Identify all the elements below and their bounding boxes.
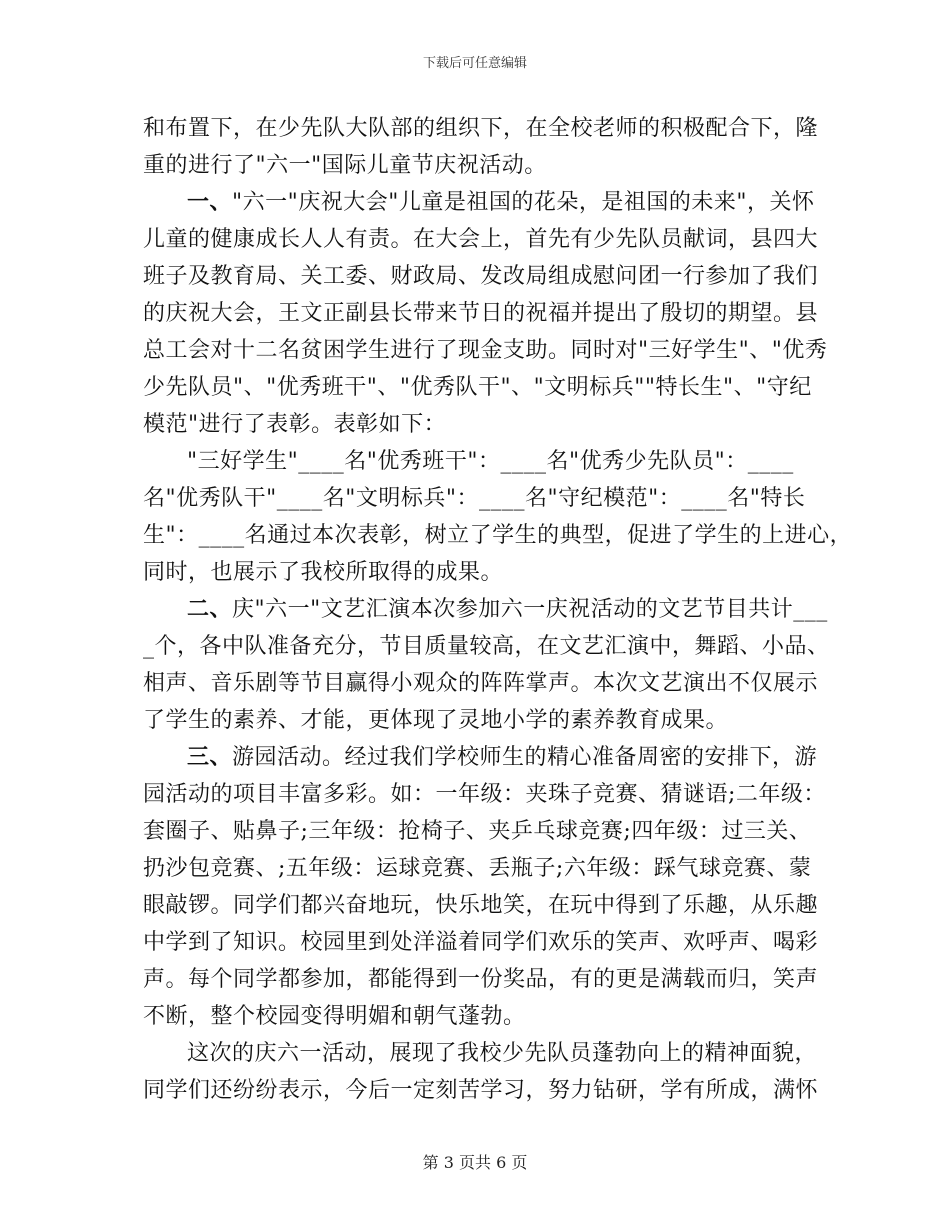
paragraph-line: 班子及教育局、关工委、财政局、发改局组成慰问团一行参加了我们 <box>143 264 819 289</box>
page-header: 下载后可任意编辑 <box>422 56 527 71</box>
section-number: 一、 <box>187 189 233 215</box>
paragraph-line: 这次的庆六一活动，展现了我校少先队员蓬勃向上的精神面貌， <box>187 1041 818 1066</box>
paragraph-line: 眼敲锣。同学们都兴奋地玩，快乐地笑，在玩中得到了乐趣，从乐趣 <box>143 893 819 918</box>
paragraph-line: 重的进行了"六一"国际儿童节庆祝活动。 <box>143 153 547 178</box>
section-text: 游园活动。经过我们学校师生的精心准备周密的安排下，游 <box>232 745 818 770</box>
document-body <box>143 110 853 1109</box>
paragraph-line: 扔沙包竞赛、;五年级：运球竞赛、丢瓶子;六年级：踩气球竞赛、蒙 <box>143 856 812 881</box>
section-heading-line <box>143 184 815 221</box>
paragraph-line: _个，各中队准备充分，节目质量较高，在文艺汇演中，舞蹈、小品、 <box>143 634 830 659</box>
section-number: 二、 <box>187 596 233 622</box>
section-heading-line <box>143 739 818 776</box>
paragraph-line: "三好学生"____名"优秀班干"：____名"优秀少先队员"：____ <box>187 449 794 474</box>
section-text: "六一"庆祝大会"儿童是祖国的花朵，是祖国的未来"，关怀 <box>232 190 815 215</box>
paragraph-line: 不断，整个校园变得明媚和朝气蓬勃。 <box>143 1004 526 1029</box>
page-number: 第 3 页共 6 页 <box>422 1153 528 1172</box>
paragraph-line: 生"：____名通过本次表彰，树立了学生的典型，促进了学生的上进心， <box>143 523 853 548</box>
paragraph-line: 了学生的素养、才能，更体现了灵地小学的素养教育成果。 <box>143 708 729 733</box>
paragraph-line: 儿童的健康成长人人有责。在大会上，首先有少先队员献词，县四大 <box>143 227 819 252</box>
section-number: 三、 <box>187 744 233 770</box>
paragraph-line: 套圈子、贴鼻子;三年级：抢椅子、夹乒乓球竞赛;四年级：过三关、 <box>143 819 812 844</box>
paragraph-line: 园活动的项目丰富多彩。如：一年级：夹珠子竞赛、猜谜语;二年级： <box>143 782 826 807</box>
paragraph-line: 名"优秀队干"____名"文明标兵"：____名"守纪模范"：____名"特长 <box>143 486 806 511</box>
paragraph-line: 相声、音乐剧等节目赢得小观众的阵阵掌声。本次文艺演出不仅展示 <box>143 671 819 696</box>
paragraph-line: 同学们还纷纷表示，今后一定刻苦学习，努力钻研，学有所成，满怀 <box>143 1078 819 1103</box>
paragraph-line: 中学到了知识。校园里到处洋溢着同学们欢乐的笑声、欢呼声、喝彩 <box>143 930 819 955</box>
section-text: 庆"六一"文艺汇演本次参加六一庆祝活动的文艺节目共计___ <box>232 597 828 622</box>
section-heading-line <box>143 591 828 628</box>
paragraph-line: 声。每个同学都参加，都能得到一份奖品，有的更是满载而归，笑声 <box>143 967 819 992</box>
paragraph-line: 的庆祝大会，王文正副县长带来节日的祝福并提出了殷切的期望。县 <box>143 301 819 326</box>
paragraph-line: 总工会对十二名贫困学生进行了现金支助。同时对"三好学生"、"优秀 <box>143 338 828 363</box>
paragraph-line: 模范"进行了表彰。表彰如下： <box>143 412 447 437</box>
paragraph-line: 少先队员"、"优秀班干"、"优秀队干"、"文明标兵""特长生"、"守纪 <box>143 375 812 400</box>
paragraph-line: 和布置下，在少先队大队部的组织下，在全校老师的积极配合下，隆 <box>143 116 819 141</box>
paragraph-line: 同时，也展示了我校所取得的成果。 <box>143 560 504 585</box>
